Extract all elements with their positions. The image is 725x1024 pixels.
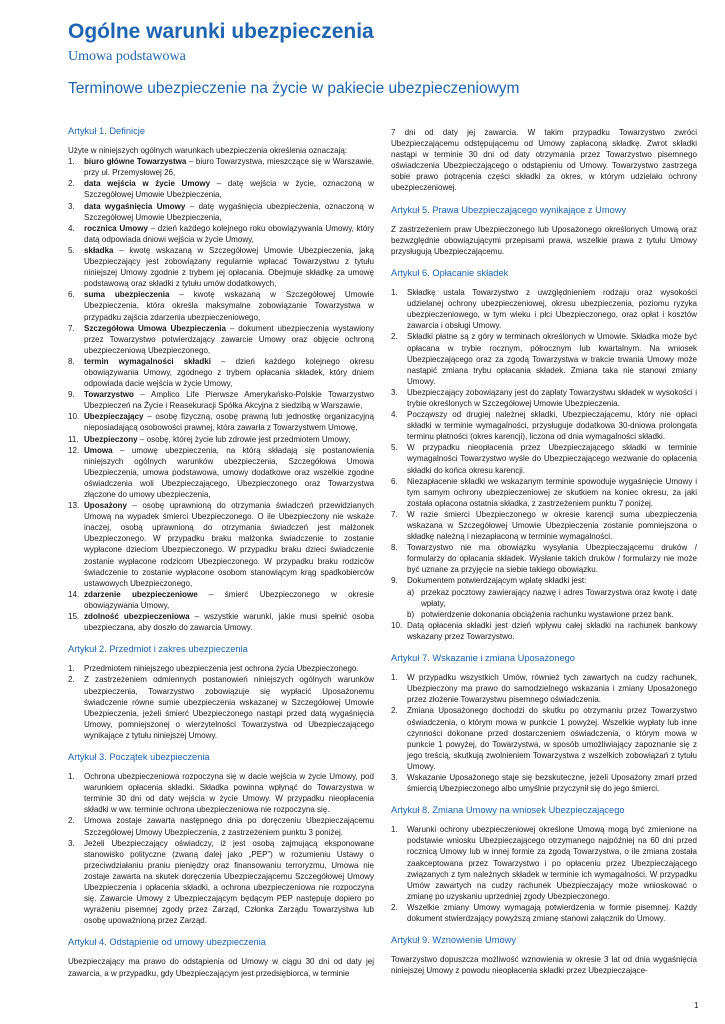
list-item: 8. Towarzystwo nie ma obowiązku wysyłania Ubezpieczającemu druków / formularzy do opłacania składek. Wysłanie takich druków / formularzy nie może być uznane za przyjęcie na siebie takiego obowiązku. (391, 543, 697, 575)
list-item: 7. W razie śmierci Ubezpieczonego w okresie karencji suma ubezpieczenia wskazana w Szczegółowej Umowie Ubezpieczenia zostanie pomniejszona o składkę należną i niezapłaconą w terminie wymagalności. (391, 509, 697, 542)
list-item: 1. Przedmiotem niniejszego ubezpieczenia jest ochrona życia Ubezpieczonego. (68, 664, 359, 674)
article-6-list (391, 287, 697, 642)
article-2-heading: Artykuł 2. Przedmiot i zakres ubezpieczenia (68, 644, 248, 655)
article-6-heading: Artykuł 6. Opłacanie składek (391, 267, 509, 278)
list-item: 3. Wskazanie Uposażonego staje się bezskuteczne, jeżeli Uposażony zmarł przed śmiercią Ubezpieczonego albo umyślnie przyczynił się do jego śmierci. (391, 772, 697, 794)
definition-item: 4. rocznica Umowy – dzień każdego kolejnego roku obowiązywania Umowy, który datą odpowiada dniowi wejścia w życie Umowy, (68, 223, 374, 244)
definition-item: 13. Uposażony – osobę uprawnioną do otrzymania świadczeń przewidzianych Umową na wypadek śmierci Ubezpieczonego. O ile Ubezpieczony nie wskaże inaczej, osobą uprawnioną do otrzymania świadczeń jest małżonek Ubezpieczonego. W przypadku braku małżonka świadczenie to zostanie wypłacone dzieciom Ubezpieczonego. W przypadku braku dzieci świadczenie zostanie wypłacone rodzicom Ubezpieczonego. W przypadku braku rodziców świadczenie to zostanie wypłacone osobom stanowiącym krąg spadkobierców ustawowych Ubezpieczonego, (68, 501, 374, 588)
list-item: 2. Zmiana Uposażonego dochodzi do skutku po otrzymaniu przez Towarzystwo oświadczenia, o którym mowa w punkcie 1 powyżej. Wszelkie wypłaty lub inne czynności dokonane przed dostarczeniem oświadczenia, o którym mowa w punkcie 1 powyżej, do Towarzystwa, w sposób umożliwiający zapoznanie się z jego treścią, skutkują zwolnieniem Towarzystwa z wszelkich zobowiązań z tytułu Umowy. (391, 706, 697, 771)
list-item: 10. Datą opłacenia składki jest dzień wpływu całej składki na rachunek bankowy wskazany przez Towarzystwo. (391, 620, 697, 641)
definition-item: 15. zdolność ubezpieczeniowa – wszystkie warunki, jakie musi spełnić osoba ubezpieczana, aby doszło do zawarcia Umowy. (68, 612, 374, 633)
article-2-list (68, 663, 374, 741)
article-4-continuation: 7 dni od daty jej zawarcia. W takim przypadku Towarzystwo zwróci Ubezpieczającemu odstępującemu od Umowy zapłaconą składkę. Zwrot składki nastąpi w terminie 30 dni od daty otrzymania przez Towarzystwo pisemnego oświadczenia Ubezpieczającego o odstąpieniu od Umowy. Towarzystwo zastrzega sobie prawo potrącenia części składki za okres, w którym udzielało ochrony ubezpieczeniowej. (391, 128, 697, 193)
section-title: Terminowe ubezpieczenie na życie w pakiecie ubezpieczeniowym (68, 80, 520, 97)
sub-list (407, 587, 697, 620)
definition-item: 7. Szczegółowa Umowa Ubezpieczenia – dokument ubezpieczenia wystawiony przez Towarzystwo potwierdzający zawarcie Umowy oraz objęcie ochroną ubezpieczeniową Ubezpieczonego, (68, 323, 374, 355)
article-4-text: Ubezpieczający ma prawo do odstąpienia od Umowy w ciągu 30 dni od daty jej zawarcia, a w przypadku, gdy Ubezpieczającym jest przedsiębiorca, w terminie (68, 957, 374, 978)
document-subtitle: Umowa podstawowa (68, 49, 186, 64)
list-item: 1. Warunki ochrony ubezpieczeniowej określone Umową mogą być zmienione na podstawie wniosku Ubezpieczającego otrzymanego najpóźniej na 60 dni przed rocznicą Umowy lub w innej formie za zgodą Towarzystwa, o ile zmiana została zaakceptowana przez Towarzystwo i po opłaceniu przez Ubezpieczającego związanych z tym należnych składek w terminie ich wymagalności. W przypadku Umów zawartych na cudzy rachunek Ubezpieczający może wnioskować o zmianę po uzyskaniu uprzedniej zgody Ubezpieczonego. (391, 825, 697, 901)
list-item: 1. Składkę ustala Towarzystwo z uwzględnieniem rodzaju oraz wysokości udzielanej ochrony ubezpieczeniowej, okresu ubezpieczenia, poziomu ryzyka ubezpieczeniowego, w tym wieku i płci Ubezpieczonego, oraz opłat i kosztów zawarcia i obsługi Umowy. (391, 288, 697, 331)
sub-list-item: b) potwierdzenie dokonania obciążenia rachunku wystawione przez bank. (407, 609, 674, 619)
article-3-heading: Artykuł 3. Początek ubezpieczenia (68, 751, 210, 762)
list-item: 5. W przypadku nieopłacenia przez Ubezpieczającego składki w terminie wymagalności Towarzystwo wyśle do Ubezpieczającego wezwanie do opłacenia składki do końca okresu karencji. (391, 443, 697, 475)
article-8-heading: Artykuł 8. Zmiana Umowy na wniosek Ubezpieczającego (391, 805, 625, 816)
article-5-heading: Artykuł 5. Prawa Ubezpieczającego wynikające z Umowy (391, 204, 627, 215)
list-item: 4. Począwszy od drugiej należnej składki, Ubezpieczającemu, który nie opłaci składki w terminie wymagalności, przysługuje dodatkowa 30-dniowa prolongata terminu płatności (okres karencji), liczona od dnia wymagalności składki. (391, 410, 697, 442)
list-item: 2. Z zastrzeżeniem odmiennych postanowień niniejszych ogólnych warunków ubezpieczenia, Towarzystwo zobowiązuje się wypłacić Uposażonemu świadczenie równe sumie ubezpieczenia wskazanej w Szczegółowej Umowie Ubezpieczenia, jeżeli śmierć Ubezpieczonego nastąpi przed datą wygaśnięcia Umowy, pomniejszonej o wierzytelności Towarzystwa od Ubezpieczającego wynikające z tytułu niniejszej Umowy. (68, 675, 374, 740)
article-8-list (391, 824, 697, 924)
definition-item: 14. zdarzenie ubezpieczeniowe – śmierć Ubezpieczonego w okresie obowiązywania Umowy, (68, 589, 375, 610)
list-item: 2. Umowa zostaje zawarta następnego dnia po doręczeniu Ubezpieczającemu Szczegółowej Umowy Ubezpieczenia, z zastrzeżeniem punktu 3 poniżej. (68, 816, 374, 837)
definitions-list (68, 156, 374, 633)
left-column (68, 126, 374, 979)
definition-item: 3. data wygaśnięcia Umowy – datę wygaśnięcia ubezpieczenia, oznaczoną w Szczegółowej Umowie Ubezpieczenia, (68, 201, 375, 222)
definition-item: 11. Ubezpieczony – osobę, której życie lub zdrowie jest przedmiotem Umowy, (68, 434, 351, 444)
right-column (391, 127, 697, 976)
definition-item: 1. biuro główne Towarzystwa – biuro Towarzystwa, mieszczące się w Warszawie, przy ul. Przemysłowej 26, (68, 157, 374, 178)
definition-item: 9. Towarzystwo – Amplico Life Pierwsze Amerykańsko-Polskie Towarzystwo Ubezpieczeń na Życie i Reasekuracji Spółka Akcyjna z siedzibą w Warszawie, (68, 390, 374, 411)
list-item: 1. Ochrona ubezpieczeniowa rozpoczyna się w dacie wejścia w życie Umowy, pod warunkiem opłacenia składki. Składka powinna wpłynąć do Towarzystwa w terminie 30 dni od daty wejścia w życie Umowy. W przypadku nieopłacenia składki w ww. terminie ochrona ubezpieczeniowa nie rozpoczyna się. (68, 772, 374, 815)
page-number: 1 (694, 1001, 699, 1010)
definition-item: 5. składka – kwotę wskazaną w Szczegółowej Umowie Ubezpieczenia, jaką Ubezpieczający jest zobowiązany regularnie wpłacać Towarzystwu z tytułu niniejszej Umowy zgodnie z trybem jej opłacania. Obejmuje składkę za umowę podstawową oraz składki z tytułu umów dodatkowych, (68, 245, 374, 289)
list-item: 1. W przypadku wszystkich Umów, również tych zawartych na cudzy rachunek, Ubezpieczony ma prawo do samodzielnego wskazania i zmiany Uposażonego przez złożenie Towarzystwu pisemnego oświadczenia. (391, 673, 697, 705)
list-item: 9. Dokumentem potwierdzającym wpłatę składki jest: a) przekaz pocztowy zawierający nazwę i adres Towarzystwa oraz kwotę i datę wpłaty, b) potwierdzenie dokonania obciążenia rachunku wystawione przez bank. (391, 576, 697, 619)
article-5-text: Z zastrzeżeniem praw Ubezpieczonego lub Uposażonego określonych Umową oraz bezwzględnie obowiązującymi przepisami prawa, wszelkie prawa z tytułu Umowy przysługują Ubezpieczającemu. (391, 224, 697, 256)
definition-item: 6. suma ubezpieczenia – kwotę wskazaną w Szczegółowej Umowie Ubezpieczenia, która określa maksymalne zobowiązanie Towarzystwa w przypadku zajścia zdarzenia ubezpieczeniowego, (68, 290, 374, 322)
list-item: 6. Niezapłacenie składki we wskazanym terminie spowoduje wygaśnięcie Umowy i tym samym ochrony ubezpieczeniowej ze skutkiem na koniec okresu, za jaki została opłacona ostatnia składka, z zastrzeżeniem punktu 7 poniżej. (391, 476, 697, 508)
article-4-heading: Artykuł 4. Odstąpienie od umowy ubezpieczenia (68, 937, 266, 948)
list-item: 3. Jeżeli Ubezpieczający oświadczy, iż jest osobą zajmującą eksponowane stanowisko polityczne (zwaną dalej jako „PEP”) w rozumieniu Ustawy o przeciwdziałaniu praniu pieniędzy oraz finansowaniu terroryzmu, Umowa nie zostaje zawarta na skutek doręczenia Ubezpieczającemu Szczegółowej Umowy Ubezpieczenia i opłacenia składki, a ochrona ubezpieczeniowa nie rozpoczyna się. Zawarcie Umowy z Ubezpieczającym będącym PEP następuje dopiero po wyrażeniu pisemnej zgody przez Zarząd, Członka Zarządu Towarzystwa lub osobę upoważnioną przez Zarząd. (68, 838, 374, 926)
article-7-heading: Artykuł 7. Wskazanie i zmiana Uposażonego (391, 653, 575, 664)
list-item: 2. Wszelkie zmiany Umowy wymagają potwierdzenia w formie pisemnej. Każdy dokument stwierdzający powyższą zmianę stanowi załącznik do Umowy. (391, 902, 697, 923)
article-7-list (391, 672, 697, 794)
article-9-heading: Artykuł 9. Wznowienie Umowy (391, 935, 517, 946)
definition-item: 2. data wejścia w życie Umowy – datę wejścia w życie, oznaczoną w Szczegółowej Umowie Ubezpieczenia, (68, 179, 374, 200)
article-1-heading: Artykuł 1. Definicje (68, 126, 145, 136)
article-3-list (68, 771, 374, 926)
definition-item: 10. Ubezpieczający – osobę fizyczną, osobę prawną lub jednostkę organizacyjną nieposiadającą osobowości prawnej, która zawarła z Towarzystwem Umowę, (68, 412, 374, 433)
document-title: Ogólne warunki ubezpieczenia (68, 20, 374, 43)
definition-item: 12. Umowa – umowę ubezpieczenia, na którą składają się postanowienia niniejszych ogólnych warunków ubezpieczenia, Szczegółowa Umowa Ubezpieczenia, umowa podstawowa, umowy dodatkowe oraz wszelkie zgodne oświadczenia woli Ubezpieczającego, Ubezpieczonego oraz Towarzystwa złączone do umowy ubezpieczenia, (68, 445, 374, 499)
list-item: 2. Składki płatne są z góry w terminach określonych w Umowie. Składka może być opłacana w trybie rocznym, półrocznym lub kwartalnym. Na wniosek Ubezpieczającego oraz za zgodą Towarzystwa w trakcie trwania Umowy może nastąpić zmiana trybu opłacania składek. Zmiana taka nie stanowi zmiany Umowy. (391, 332, 697, 386)
article-9-text: Towarzystwo dopuszcza możliwość wznowienia w okresie 3 lat od dnia wygaśnięcia niniejszej Umowy z powodu nieopłacenia składki przez Ubezpieczające- (391, 955, 697, 976)
article-1-intro: Użyte w niniejszych ogólnych warunkach ubezpieczenia określenia oznaczają: (68, 146, 348, 156)
list-item: 3. Ubezpieczający zobowiązany jest do zapłaty Towarzystwu składek w wysokości i trybie określonych w Szczegółowej Umowie Ubezpieczenia. (391, 387, 697, 408)
definition-item: 8. termin wymagalności składki – dzień każdego kolejnego okresu obowiązywania Umowy, zgodnego z trybem opłacania składek, który dniem odpowiada dacie wejścia w życie Umowy, (68, 356, 374, 389)
sub-list-item: a) przekaz pocztowy zawierający nazwę i adres Towarzystwa oraz kwotę i datę wpłaty, (407, 587, 697, 608)
